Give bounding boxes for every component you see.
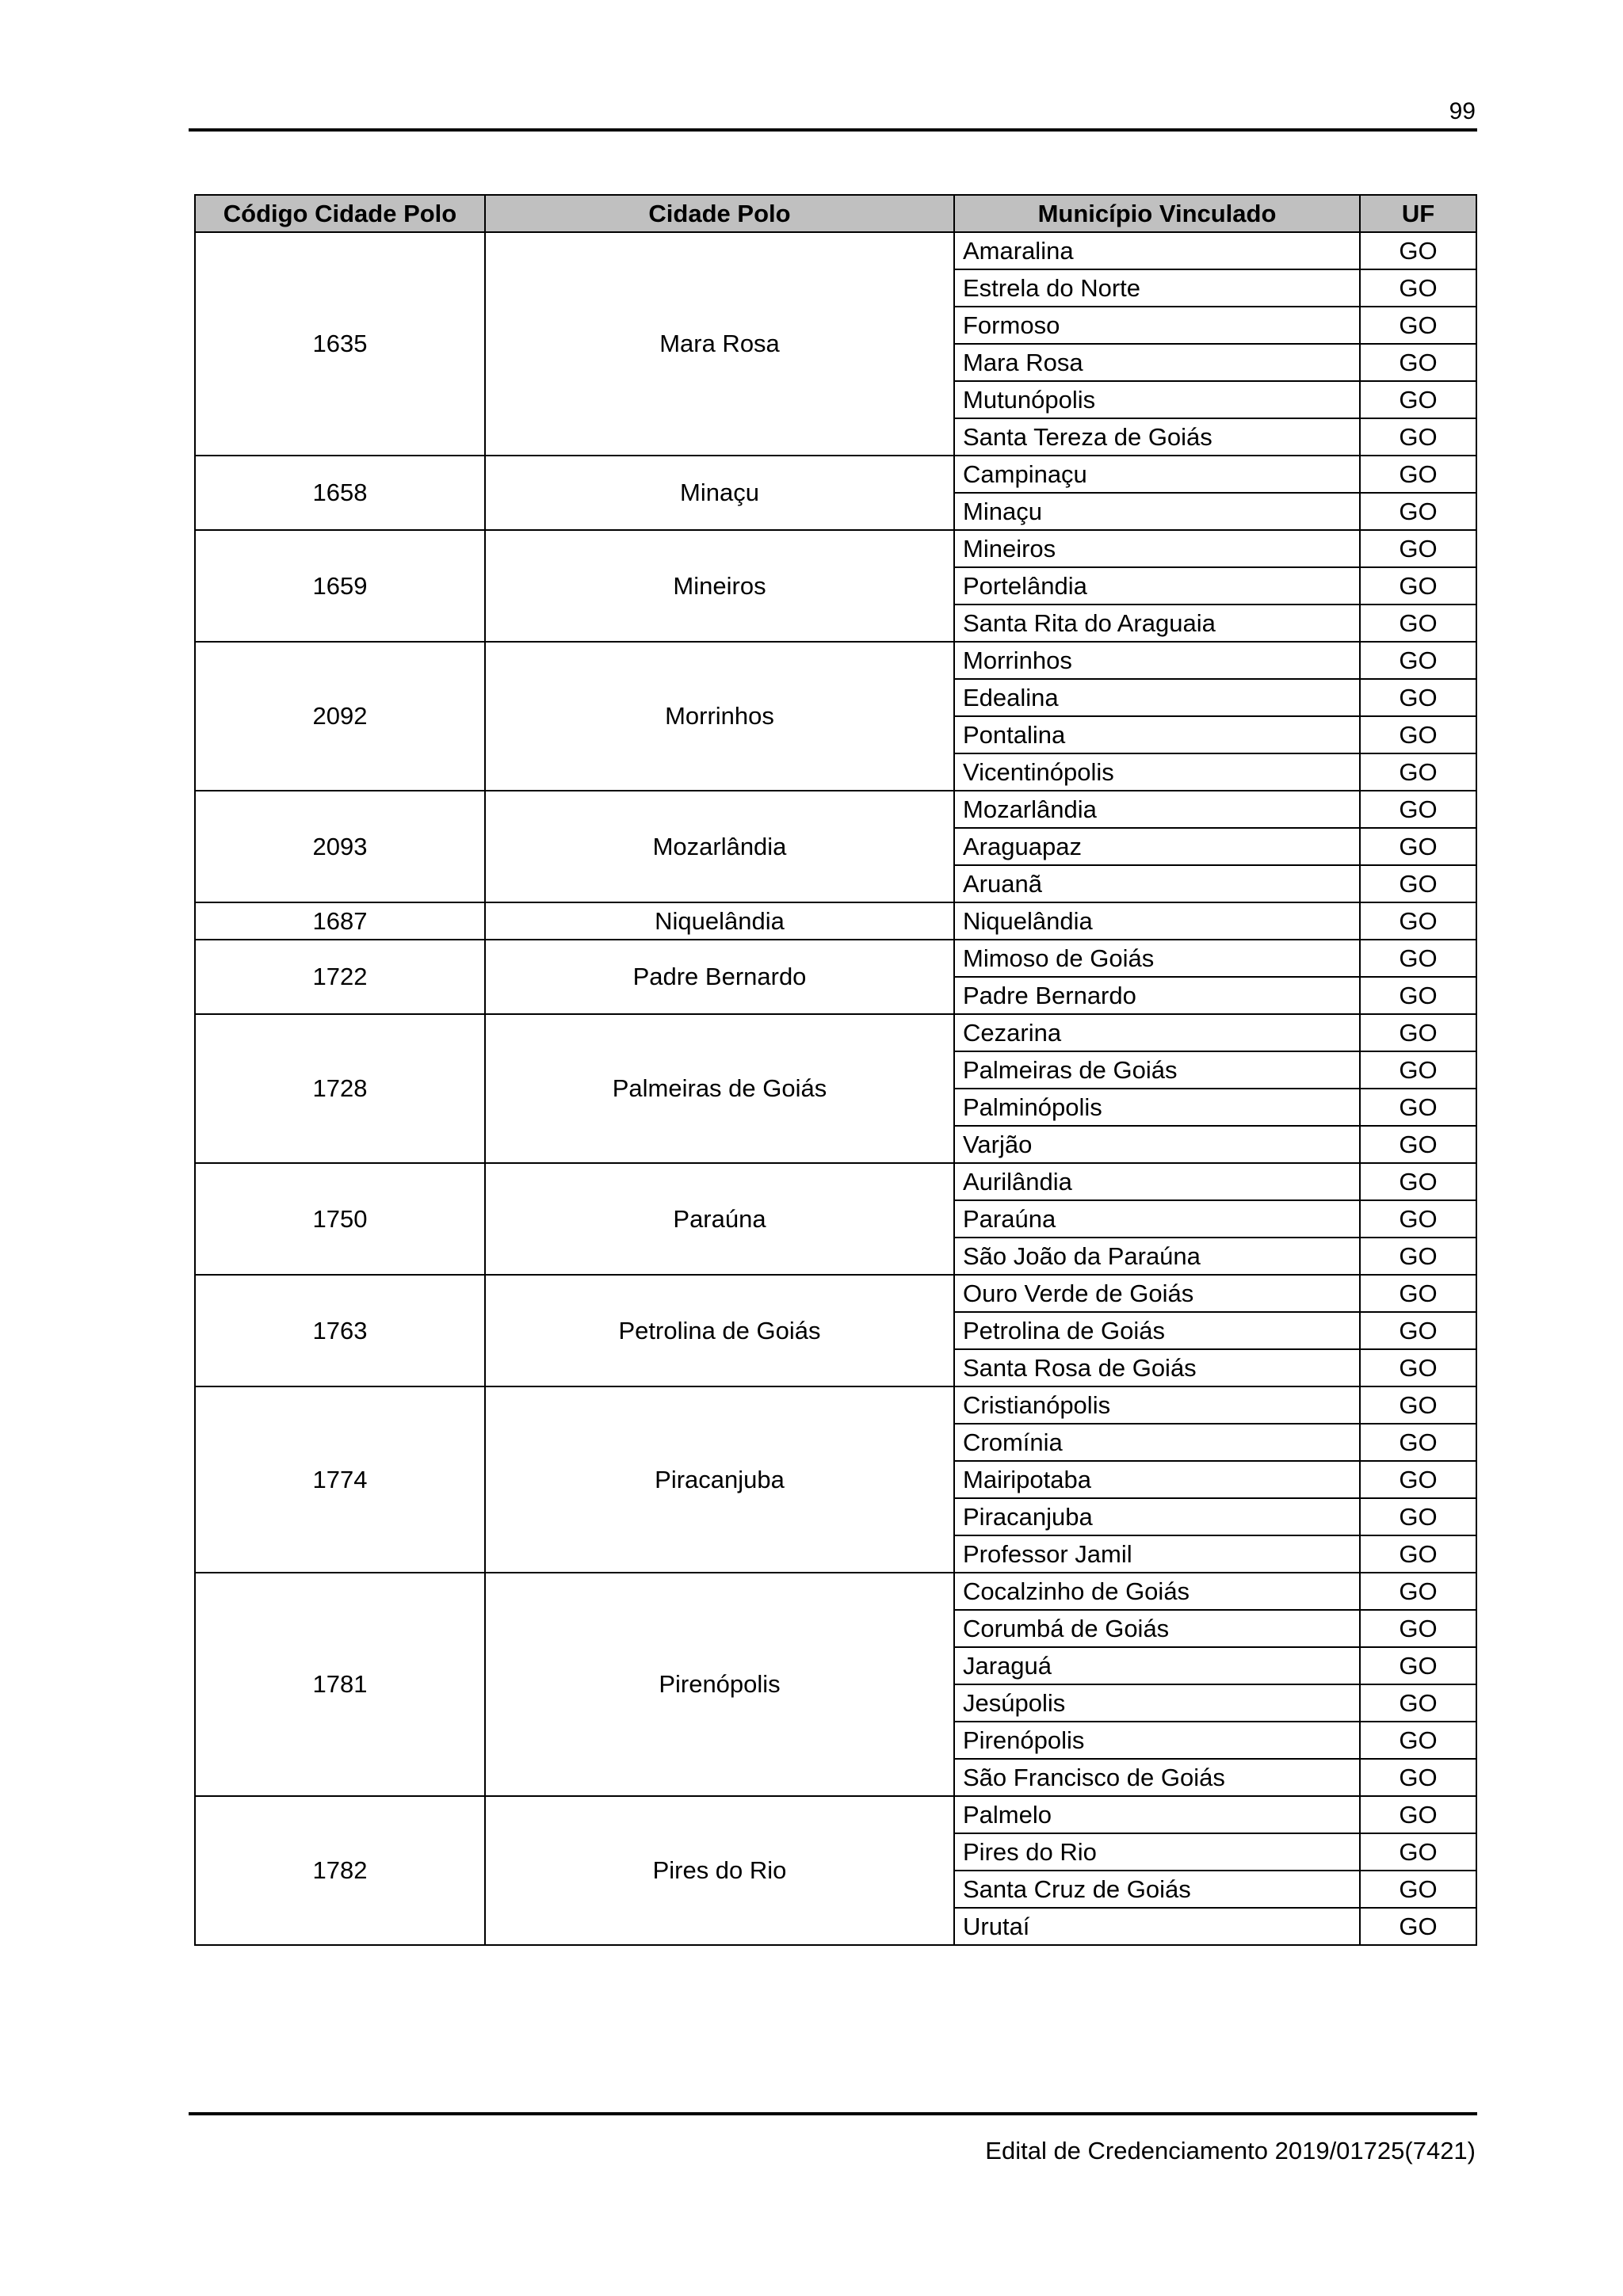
uf-cell: GO — [1360, 1833, 1476, 1871]
polo-code-cell: 2093 — [195, 791, 485, 902]
polo-code-cell: 1635 — [195, 232, 485, 456]
municipio-cell: Araguapaz — [954, 828, 1360, 865]
municipio-cell: Jesúpolis — [954, 1684, 1360, 1722]
polo-code-cell: 1658 — [195, 456, 485, 530]
uf-cell: GO — [1360, 493, 1476, 530]
uf-cell: GO — [1360, 642, 1476, 679]
polo-city-cell: Morrinhos — [485, 642, 954, 791]
municipio-cell: Professor Jamil — [954, 1535, 1360, 1573]
polo-city-cell: Petrolina de Goiás — [485, 1275, 954, 1386]
polo-code-cell: 1774 — [195, 1386, 485, 1573]
municipio-cell: Amaralina — [954, 232, 1360, 269]
uf-cell: GO — [1360, 977, 1476, 1014]
polo-table — [194, 194, 1477, 1946]
municipio-cell: Mairipotaba — [954, 1461, 1360, 1498]
polo-code-cell: 1750 — [195, 1163, 485, 1275]
uf-cell: GO — [1360, 530, 1476, 567]
municipio-cell: Estrela do Norte — [954, 269, 1360, 307]
uf-cell: GO — [1360, 1238, 1476, 1275]
municipio-cell: Mineiros — [954, 530, 1360, 567]
municipio-cell: Minaçu — [954, 493, 1360, 530]
uf-cell: GO — [1360, 1312, 1476, 1349]
uf-cell: GO — [1360, 1647, 1476, 1684]
municipio-cell: Piracanjuba — [954, 1498, 1360, 1535]
municipio-cell: Cromínia — [954, 1424, 1360, 1461]
uf-cell: GO — [1360, 1722, 1476, 1759]
page-number: 99 — [1449, 98, 1476, 124]
municipio-cell: Padre Bernardo — [954, 977, 1360, 1014]
uf-cell: GO — [1360, 679, 1476, 716]
uf-cell: GO — [1360, 1163, 1476, 1200]
header-rule — [189, 128, 1477, 132]
municipio-cell: Cristianópolis — [954, 1386, 1360, 1424]
municipio-cell: Santa Cruz de Goiás — [954, 1871, 1360, 1908]
municipio-cell: Palmeiras de Goiás — [954, 1051, 1360, 1089]
polo-city-cell: Palmeiras de Goiás — [485, 1014, 954, 1163]
uf-cell: GO — [1360, 605, 1476, 642]
municipio-cell: Vicentinópolis — [954, 753, 1360, 791]
uf-cell: GO — [1360, 418, 1476, 456]
header-codigo: Código Cidade Polo — [195, 195, 485, 232]
uf-cell: GO — [1360, 1126, 1476, 1163]
uf-cell: GO — [1360, 269, 1476, 307]
municipio-cell: Morrinhos — [954, 642, 1360, 679]
polo-city-cell: Mineiros — [485, 530, 954, 642]
municipio-cell: Pontalina — [954, 716, 1360, 753]
table-header-row — [195, 195, 1476, 232]
uf-cell: GO — [1360, 940, 1476, 977]
municipio-cell: Niquelândia — [954, 902, 1360, 940]
polo-city-cell: Mara Rosa — [485, 232, 954, 456]
polo-city-cell: Mozarlândia — [485, 791, 954, 902]
table-body — [195, 232, 1476, 1945]
table-row — [195, 642, 1476, 679]
header-municipio: Município Vinculado — [954, 195, 1360, 232]
table-row — [195, 791, 1476, 828]
table-row — [195, 1386, 1476, 1424]
municipio-cell: Pirenópolis — [954, 1722, 1360, 1759]
uf-cell: GO — [1360, 567, 1476, 605]
municipio-cell: Palmelo — [954, 1796, 1360, 1833]
table-row — [195, 1275, 1476, 1312]
uf-cell: GO — [1360, 716, 1476, 753]
uf-cell: GO — [1360, 1684, 1476, 1722]
table-row — [195, 1573, 1476, 1610]
uf-cell: GO — [1360, 1349, 1476, 1386]
polo-code-cell: 2092 — [195, 642, 485, 791]
polo-city-cell: Pires do Rio — [485, 1796, 954, 1945]
footer-rule — [189, 2112, 1477, 2115]
header-cidade-polo: Cidade Polo — [485, 195, 954, 232]
table-row — [195, 232, 1476, 269]
polo-city-cell: Niquelândia — [485, 902, 954, 940]
municipio-cell: Ouro Verde de Goiás — [954, 1275, 1360, 1312]
uf-cell: GO — [1360, 344, 1476, 381]
municipio-cell: Mutunópolis — [954, 381, 1360, 418]
municipio-cell: Cocalzinho de Goiás — [954, 1573, 1360, 1610]
uf-cell: GO — [1360, 1498, 1476, 1535]
uf-cell: GO — [1360, 1759, 1476, 1796]
municipio-cell: Paraúna — [954, 1200, 1360, 1238]
uf-cell: GO — [1360, 791, 1476, 828]
uf-cell: GO — [1360, 1089, 1476, 1126]
polo-city-cell: Minaçu — [485, 456, 954, 530]
municipio-cell: Mimoso de Goiás — [954, 940, 1360, 977]
polo-code-cell: 1763 — [195, 1275, 485, 1386]
municipio-cell: Campinaçu — [954, 456, 1360, 493]
uf-cell: GO — [1360, 381, 1476, 418]
header-uf: UF — [1360, 195, 1476, 232]
municipio-cell: Santa Tereza de Goiás — [954, 418, 1360, 456]
uf-cell: GO — [1360, 1200, 1476, 1238]
municipio-cell: Mara Rosa — [954, 344, 1360, 381]
municipio-cell: Mozarlândia — [954, 791, 1360, 828]
municipio-cell: Aruanã — [954, 865, 1360, 902]
polo-city-cell: Piracanjuba — [485, 1386, 954, 1573]
uf-cell: GO — [1360, 1424, 1476, 1461]
uf-cell: GO — [1360, 1535, 1476, 1573]
uf-cell: GO — [1360, 1386, 1476, 1424]
uf-cell: GO — [1360, 1871, 1476, 1908]
uf-cell: GO — [1360, 1796, 1476, 1833]
footer-text: Edital de Credenciamento 2019/01725(7421) — [985, 2137, 1476, 2164]
municipio-cell: Jaraguá — [954, 1647, 1360, 1684]
polo-code-cell: 1722 — [195, 940, 485, 1014]
table-row — [195, 902, 1476, 940]
uf-cell: GO — [1360, 1610, 1476, 1647]
municipio-cell: São Francisco de Goiás — [954, 1759, 1360, 1796]
municipio-cell: Palminópolis — [954, 1089, 1360, 1126]
uf-cell: GO — [1360, 1014, 1476, 1051]
table-row — [195, 456, 1476, 493]
municipio-cell: Pires do Rio — [954, 1833, 1360, 1871]
uf-cell: GO — [1360, 1461, 1476, 1498]
uf-cell: GO — [1360, 865, 1476, 902]
municipio-cell: Edealina — [954, 679, 1360, 716]
municipio-cell: Urutaí — [954, 1908, 1360, 1945]
polo-city-cell: Pirenópolis — [485, 1573, 954, 1796]
uf-cell: GO — [1360, 1275, 1476, 1312]
table-row — [195, 940, 1476, 977]
polo-city-cell: Padre Bernardo — [485, 940, 954, 1014]
uf-cell: GO — [1360, 902, 1476, 940]
polo-code-cell: 1781 — [195, 1573, 485, 1796]
polo-code-cell: 1687 — [195, 902, 485, 940]
municipio-cell: Aurilândia — [954, 1163, 1360, 1200]
municipio-cell: Formoso — [954, 307, 1360, 344]
polo-code-cell: 1659 — [195, 530, 485, 642]
municipio-cell: São João da Paraúna — [954, 1238, 1360, 1275]
table-row — [195, 530, 1476, 567]
municipio-cell: Santa Rosa de Goiás — [954, 1349, 1360, 1386]
polo-code-cell: 1782 — [195, 1796, 485, 1945]
table-row — [195, 1163, 1476, 1200]
uf-cell: GO — [1360, 307, 1476, 344]
table-row — [195, 1796, 1476, 1833]
uf-cell: GO — [1360, 828, 1476, 865]
municipio-cell: Varjão — [954, 1126, 1360, 1163]
municipio-cell: Cezarina — [954, 1014, 1360, 1051]
municipio-cell: Santa Rita do Araguaia — [954, 605, 1360, 642]
municipio-cell: Corumbá de Goiás — [954, 1610, 1360, 1647]
uf-cell: GO — [1360, 1908, 1476, 1945]
uf-cell: GO — [1360, 1051, 1476, 1089]
table-row — [195, 1014, 1476, 1051]
municipio-cell: Petrolina de Goiás — [954, 1312, 1360, 1349]
uf-cell: GO — [1360, 232, 1476, 269]
polo-city-cell: Paraúna — [485, 1163, 954, 1275]
uf-cell: GO — [1360, 1573, 1476, 1610]
municipio-cell: Portelândia — [954, 567, 1360, 605]
polo-code-cell: 1728 — [195, 1014, 485, 1163]
uf-cell: GO — [1360, 456, 1476, 493]
uf-cell: GO — [1360, 753, 1476, 791]
